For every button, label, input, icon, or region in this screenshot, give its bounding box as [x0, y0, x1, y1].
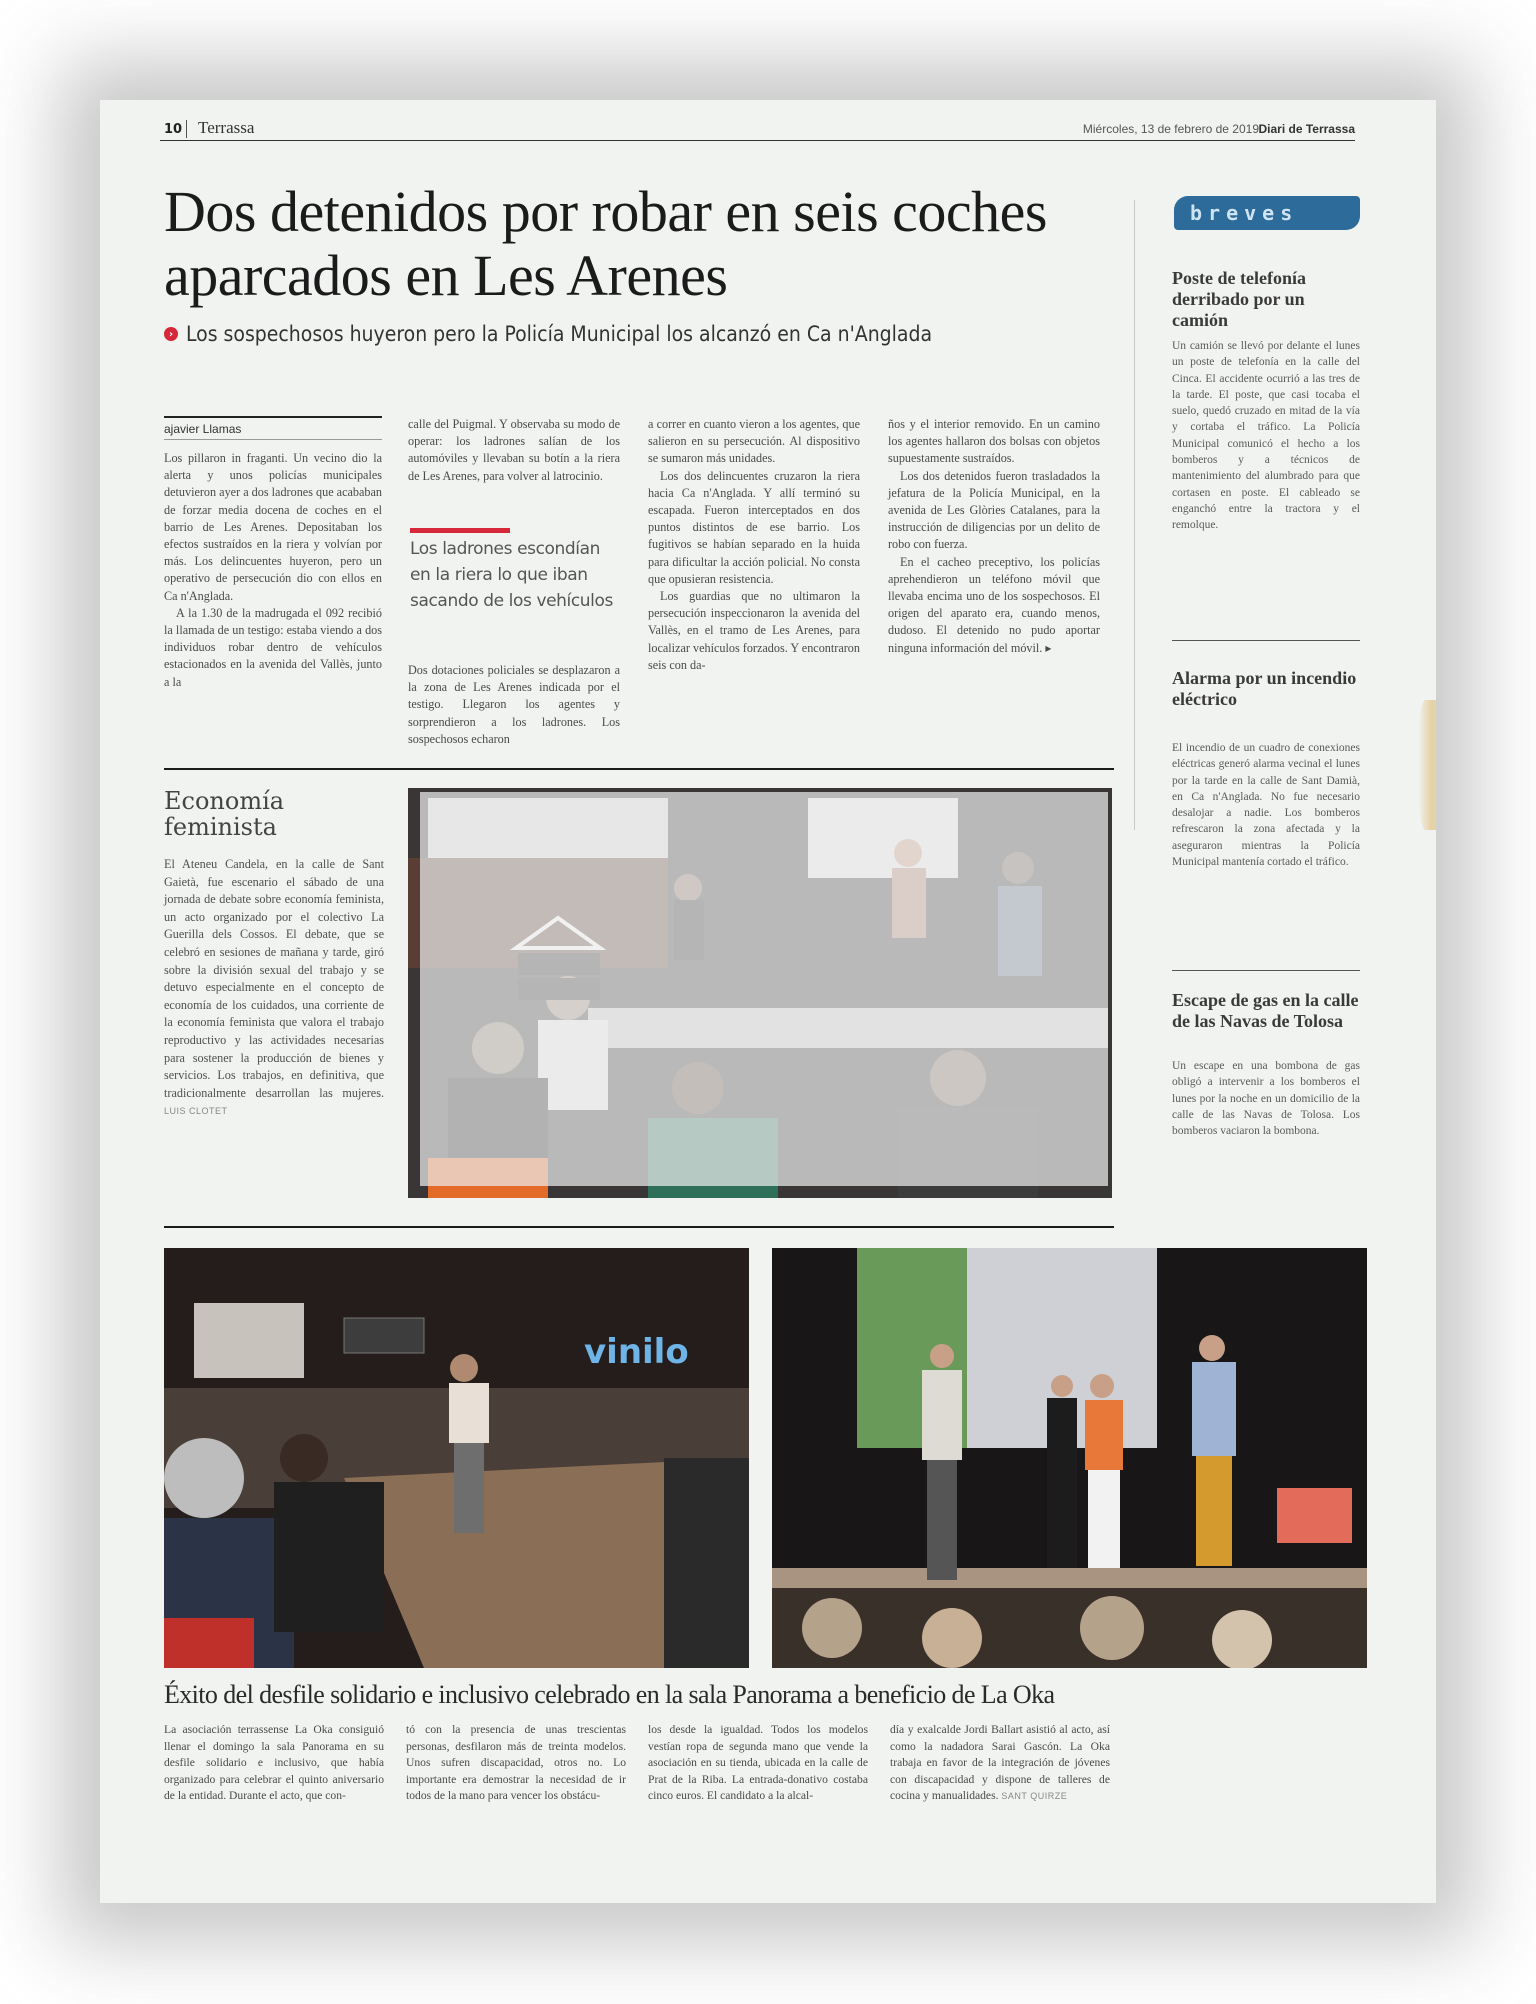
photo-overlay: [420, 792, 1108, 1186]
economia-text: El Ateneu Candela, en la calle de Sant Gaietà, fue escenario el sábado de una jornada de debate sobre economía feminista, un acto organizado por el colectivo La Guerilla dels Cossos. El debate, que se celebró en sesiones de mañana y tarde, giró sobre la división sexual del trabajo y se detuvo especialmente en el concepto de economía de los cuidados, una corriente de la economía feminista que valora el trabajo reproductivo y las actividades necesarias para sostener la producción de bienes y servicios. Los trabajos, en definitiva, que tradicionalmente desarrollan las mujeres.: [164, 857, 384, 1100]
feature-column: tó con la presencia de unas trescientas personas, desfilaron más de treinta modelos. Unos sufren discapacidad, otros no. Lo importante era demostrar la necesidad de ir todos de la mano para vencer los obstácu-: [406, 1723, 626, 1803]
paragraph: Los dos delincuentes cruzaron la riera hacia Ca n'Anglada. Y allí terminó su escapada. Fueron interceptados en dos puntos distintos de ese barrio. Los fugitivos se habían separado en la huida para dificultar la acción policial. No consta que opusieran resistencia.: [648, 468, 860, 586]
paragraph: Los dos detenidos fueron trasladados la jefatura de la Policía Municipal, en la avenida de Les Glòries Catalanes, para la instrucción de diligencias por un delito de robo con fuerza.: [888, 468, 1100, 552]
pullquote: Los ladrones escondían en la riera lo que iban sacando de los vehículos: [410, 539, 613, 611]
subhead-text: Los sospechosos huyeron pero la Policía Municipal los alcanzó en Ca n'Anglada: [186, 322, 933, 346]
fashion-show-illustration: [164, 1248, 749, 1668]
paragraph: En el cacheo preceptivo, los policías aprehendieron un teléfono móvil que llevaba encima uno de los sospechosos. El origen del aparato era, cuando menos, dudoso. El detenido no pudo aportar ninguna información del móvil. ▸: [888, 554, 1100, 655]
pullquote-accent-bar: [410, 528, 510, 533]
brief-body: El incendio de un cuadro de conexiones eléctricas generó alarma vecinal el lunes por la tarde en la calle de Sant Damià, en Ca n'Anglada. No fue necesario desalojar a nadie. Los bomberos refrescaron la zona afectada y la aseguraron mientras la Policía Municipal mantenía cortado el tráfico.: [1172, 742, 1360, 869]
brief-body: Un escape en una bombona de gas obligó a intervenir a los bomberos el lunes por la noche en un domicilio de la calle de las Navas de Tolosa. Los bomberos vaciaron la bombona.: [1172, 1060, 1360, 1138]
stage-photo: [772, 1248, 1367, 1668]
brief-divider: [1172, 640, 1360, 641]
byline: ajavier Llamas: [164, 422, 382, 440]
economia-body: [164, 856, 384, 1120]
brief-title: Escape de gas en la calle de las Navas de Tolosa: [1172, 990, 1359, 1031]
section-divider: [164, 768, 1114, 770]
paragraph: ños y el interior removido. En un camino los agentes hallaron dos bolsas con objetos supuestamente sustraídos.: [888, 417, 1100, 466]
paragraph: calle del Puigmal. Y observaba su modo de operar: los ladrones salían de los automóviles y llevaban su botín a la riera de Les Arenes, para volver al latrocinio.: [408, 417, 620, 483]
folio-separator: [186, 120, 187, 138]
brief-body: Un camión se llevó por delante el lunes un poste de telefonía en la calle del Cinca. El accidente ocurrió a las tres de la tarde. El poste, que casi tocaba el suelo, quedó cruzado en mitad de la vía y cortaba el tráfico. La Policía Municipal comunicó el hecho a los bomberos y a técnicos de mantenimiento del alumbrado para que cortasen en poste. El cableado se enganchó entre la tractora y el remolque.: [1172, 340, 1360, 532]
main-headline: Dos detenidos por robar en seis coches aparcados en Les Arenes: [164, 179, 1047, 308]
paragraph: Los guardias que no ultimaron la persecución inspeccionaron la avenida del Vallès, en el tramo de Les Arenes, para localizar vehículos forzados. Y encontraron seis con da-: [648, 589, 860, 672]
article-column-2-bottom: [408, 662, 620, 748]
byline-rule: [164, 416, 382, 418]
paragraph: Los pillaron in fraganti. Un vecino dio la alerta y unos policías municipales detuvieron ayer a dos ladrones que acababan de forzar media docena de coches en el barrio de Les Arenes. Depositaban los efectos sustraídos en la riera y volvían por más. Los delincuentes huyeron, pero un operativo de persecución dio con ellos en Ca n'Anglada.: [164, 451, 382, 603]
paragraph: a correr en cuanto vieron a los agentes, que salieron en su persecución. Al dispositivo se sumaron más unidades.: [648, 417, 860, 466]
section-divider: [164, 1226, 1114, 1228]
paragraph: Dos dotaciones policiales se desplazaron a la zona de Les Arenes indicada por el testigo. Llegaron los agentes y sorprendieron a los ladrones. Los sospechosos echaron: [408, 663, 620, 746]
vinilo-sign: vinilo: [584, 1332, 689, 1372]
economia-title: Economía feminista: [164, 787, 285, 841]
arrow-bullet-icon: ›: [164, 327, 178, 341]
folio-header: [160, 118, 1355, 141]
photo-credit: LUIS CLOTET: [164, 1106, 228, 1117]
photo-credit: SANT QUIRZE: [1001, 1791, 1068, 1802]
brief-divider: [1172, 970, 1360, 971]
paragraph: A la 1.30 de la madrugada el 092 recibió la llamada de un testigo: estaba viendo a dos individuos robar dentro de vehículos estacionados en la avenida del Vallès, junto a la: [164, 605, 382, 689]
article-column-3: [648, 416, 860, 674]
feature-text: día y exalcalde Jordi Ballart asistió al acto, así como la nadadora Sarai Gascón. La Oka trabaja en favor de la integración de jóvenes con discapacidad y dispone de talleres de cocina y manualidades.: [890, 1723, 1110, 1803]
page-number: 10: [164, 122, 183, 137]
feature-column: La asociación terrassense La Oka consiguió llenar el domingo la sala Panorama en su desfile solidario e inclusivo, que había organizado para celebrar el quinto aniversario de la entidad. Durante el acto, que con-: [164, 1723, 384, 1803]
main-subhead: [164, 322, 1164, 346]
brief-title: Poste de telefonía derribado por un camión: [1172, 268, 1306, 330]
paper-stain: [1418, 700, 1436, 830]
newspaper-page: [100, 100, 1436, 1903]
article-column-1: [164, 450, 382, 691]
issue-date: Miércoles, 13 de febrero de 2019: [1082, 122, 1259, 136]
feature-column: los desde la igualdad. Todos los modelos vestían ropa de segunda mano que vende la asociación en su tienda, ubicada en la calle de Prat de la Riba. La entrada-donativo costaba cinco euros. El candidato a la alcal-: [648, 1723, 868, 1803]
breves-section-tag: breves: [1174, 196, 1360, 230]
brief-title: Alarma por un incendio eléctrico: [1172, 668, 1357, 709]
column-divider: [1134, 200, 1135, 830]
section-name: Terrassa: [198, 118, 255, 137]
feature-title: Éxito del desfile solidario e inclusivo celebrado en la sala Panorama a beneficio de La Oka: [164, 1680, 1055, 1709]
runway-photo: [164, 1248, 749, 1668]
feature-column: [890, 1722, 1110, 1805]
article-column-4: [888, 416, 1100, 657]
economia-photo: [408, 788, 1112, 1198]
newspaper-name: Diari de Terrassa: [1258, 122, 1355, 136]
article-column-2-top: [408, 416, 620, 485]
stage-speakers-illustration: [772, 1248, 1367, 1668]
